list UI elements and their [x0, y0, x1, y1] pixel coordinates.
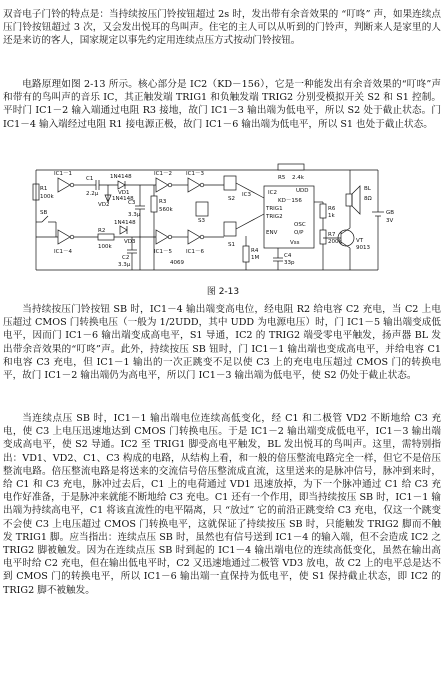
- r6-resistor: [320, 204, 326, 218]
- circuit-text-labels: [40, 171, 394, 268]
- label-c3: C3: [128, 200, 136, 206]
- label-bl: BL: [364, 186, 371, 192]
- label-r1: R1: [40, 186, 48, 192]
- paragraph-continuous-press: [3, 303, 441, 382]
- label-ic1-6: IC1－6: [186, 249, 204, 255]
- label-r2: R2: [98, 228, 106, 234]
- paragraph-intro-text: 双音电子门铃的特点是：当持续按压门铃按钮超过 2s 时，发出带有余音效果的 “叮咚” 声，如果连续点压门铃按钮超过 3 次，又会发出悦耳的鸟叫声。住宅的主人可以从听到的门铃声，判断来人是家里的人还是来访的客人，国家规定以事先约定用连续点压方式按动门铃按钮。: [3, 9, 441, 47]
- ic1-2-gate: [156, 178, 168, 192]
- label-vd3: 1N4148: [114, 220, 136, 226]
- paragraph-principle-text: 电路原理如图 2-13 所示。核心部分是 IC2（KD－156），它是一种能发出有余音效果的“叮咚”声和带有的鸟叫声的音乐 IC，其正触发端 TRIG1 和负触发端 TRIG2 分别受模拟开关 S2 和 S1 控制。平时门 IC1－2 输入端通过电阻 R3 接地，故门 IC1－3 输出端为低电平，所以 S2 处于截止状态。门 IC1－4 输入端经过电阻 R1 接电源正极，故门 IC1－6 输出端为低电平，所以 S1 也处于截止状态。: [3, 79, 441, 130]
- label-gb: GB: [386, 210, 395, 216]
- label-r4-val: 1M: [251, 255, 260, 261]
- label-out: O/P: [294, 230, 304, 236]
- label-vd2: 1N4148: [112, 196, 134, 202]
- vd1-diode: [118, 181, 125, 189]
- label-vt-val: 9013: [356, 245, 370, 251]
- label-4069: 4069: [170, 260, 184, 266]
- label-r4: R4: [251, 248, 259, 254]
- label-ic3: IC3: [242, 192, 251, 198]
- label-c2-val: 3.3μ: [118, 262, 131, 268]
- label-ic1-2: IC1－2: [154, 171, 172, 177]
- label-s2: S2: [228, 196, 235, 202]
- label-vt: VT: [356, 238, 364, 244]
- sb-button: [42, 216, 48, 222]
- label-trig1: TRIG1: [266, 206, 283, 212]
- s3-switch: [196, 202, 208, 216]
- label-s3: S3: [198, 218, 205, 224]
- figure-caption: 图 2-13: [206, 287, 240, 297]
- r3-resistor: [151, 196, 157, 212]
- label-r7: R7: [328, 232, 336, 238]
- paragraph-principle: [3, 78, 441, 131]
- paragraph-repeated-press-text: 当连续点压 SB 时，IC1－1 输出端电位连续高低变化，经 C1 和二极管 VD2 不断地给 C3 充电，使 C3 上电压迅速地达到 CMOS 门转换电压。于是 IC1－2 输出端变成低电平，IC1－3 输出端变成高电平，使 S2 导通。IC2 至 TRIG1 脚受高电平触发，BL 发出悦耳的鸟叫声。这里，需特别指出：VD1、VD2、C1、C3 构成的电路，从结构上看，和一般的倍压整流电路完全一样，但它不是倍压整流电路。倍压整流电路是将送来的交流信号倍压整流成直流，这里送来的是脉冲信号，脉冲到来时，给 C1 和 C3 充电，脉冲过去后，C1 上的电荷通过 VD1 迅速放掉，为下一个脉冲通过 C1 给 C3 充电作好准备，于是脉冲来就能不断地给 C3 充电。C1 还有一个作用，即当持续按压 SB 时，IC1－1 输出端为持续高电平，C1 将该直流性的电平隔离，只 “放过” 它的前沿正跳变给 C3 充电，仅这一个跳变不会使 C3 上电压超过 CMOS 门转换电平，这就保证了持续按压 SB 时，只能触发 TRIG2 脚而不触发 TRIG1 脚。应当指出：连续点压 SB 时，虽然也有信号送到 IC1－4 的输入端，但不会造成 IC2 之 TRIG2 脚被触发。因为在连续点压 SB 时到起的 IC1－4 输出端电位的连续高低变化，虽然在输出高电平时给 C2 充电，但在输出低电平时，C2 又迅速地通过二极管 VD3 放电，故 C2 上的电平总是达不到 CMOS 门的转换电平，所以 IC1－6 输出端一直保持为低电平，使 S1 保持截止状态，即 IC2 的 TRIG2 脚不被触发。: [3, 413, 441, 596]
- s2-switch: [224, 176, 236, 190]
- r5-resistor: [278, 164, 304, 170]
- label-c3-val: 3.3μ: [128, 212, 141, 218]
- r2-resistor: [98, 234, 114, 240]
- label-vdd: UDD: [296, 188, 309, 194]
- label-ic2: IC2: [268, 190, 277, 196]
- label-vd2-name: VD2: [98, 202, 110, 208]
- label-ic1-1: IC1－1: [54, 171, 72, 177]
- speaker-bl: [346, 194, 352, 206]
- label-c4-val: 33p: [284, 260, 295, 266]
- label-bl-val: 8Ω: [364, 196, 372, 202]
- ic1-3-gate: [188, 178, 200, 192]
- label-ic1-4: IC1－4: [54, 249, 72, 255]
- ic1-4-gate: [58, 230, 70, 244]
- label-ic1-3: IC1－3: [186, 171, 204, 177]
- label-r3: R3: [159, 199, 167, 205]
- label-r6: R6: [328, 206, 336, 212]
- s1-switch: [224, 222, 236, 236]
- label-vd1-name: VD1: [118, 190, 130, 196]
- label-c4: C4: [284, 253, 292, 259]
- label-c2: C2: [122, 255, 130, 261]
- ic1-1-gate: [58, 178, 70, 192]
- label-r3-val: 560k: [159, 207, 173, 213]
- ic1-6-gate: [188, 230, 200, 244]
- label-vd1: 1N4148: [110, 174, 132, 180]
- label-s1: S1: [228, 242, 235, 248]
- label-r6-val: 1k: [328, 213, 335, 219]
- label-gb-val: 3V: [386, 218, 394, 224]
- r7-resistor: [320, 230, 326, 244]
- label-vss: Vss: [290, 240, 300, 246]
- paragraph-continuous-press-text: 当持续按压门铃按钮 SB 时，IC1－4 输出端变高电位，经电阻 R2 给电容 C2 充电，当 C2 上电压超过 CMOS 门转换电压（一般为 1/2UDD，其中 UDD 为电源电压）时，门 IC1－5 输出端变成低电平，因而门 IC1－6 输出端变成高电平，S1 导通，IC2 的 TRIG2 端受零电平触发，扬声器 BL 发出带余音效果的“叮咚”声。此外，持续按压 SB 钮时，门 IC1－1 输出端也变成高电平，并给电容 C1 和电容 C3 充电，但 IC1－1 输出的一次正跳变不足以使 C3 上的充电电压超过 CMOS 门的转换电平，故门 IC1－2 输出端仍为高电平，所以门 IC1－3 输出端为低电平，使 S2 仍处于截止状态。: [3, 304, 441, 382]
- label-env: ENV: [266, 230, 278, 236]
- paragraph-repeated-press: [3, 412, 441, 597]
- label-ic1-5: IC1－5: [154, 249, 172, 255]
- label-r2-val: 100k: [98, 244, 112, 250]
- label-vd3-name: VD3: [124, 239, 136, 245]
- label-r7-val: 200k: [328, 239, 342, 245]
- label-c1-val: 2.2μ: [86, 191, 99, 197]
- label-r5-val: 2.4k: [292, 175, 304, 181]
- label-ic2-part: KD－156: [278, 198, 302, 204]
- paragraph-intro: [3, 8, 441, 48]
- r4-resistor: [243, 246, 249, 262]
- label-trig2: TRIG2: [266, 214, 283, 220]
- label-osc: OSC: [294, 222, 306, 228]
- circuit-diagram: [28, 162, 420, 280]
- vd3-diode: [120, 226, 127, 234]
- ic1-5-gate: [156, 230, 168, 244]
- label-r1-val: 100k: [40, 194, 54, 200]
- label-r5: R5: [278, 175, 286, 181]
- label-sb: SB: [40, 210, 48, 216]
- label-c1: C1: [86, 176, 94, 182]
